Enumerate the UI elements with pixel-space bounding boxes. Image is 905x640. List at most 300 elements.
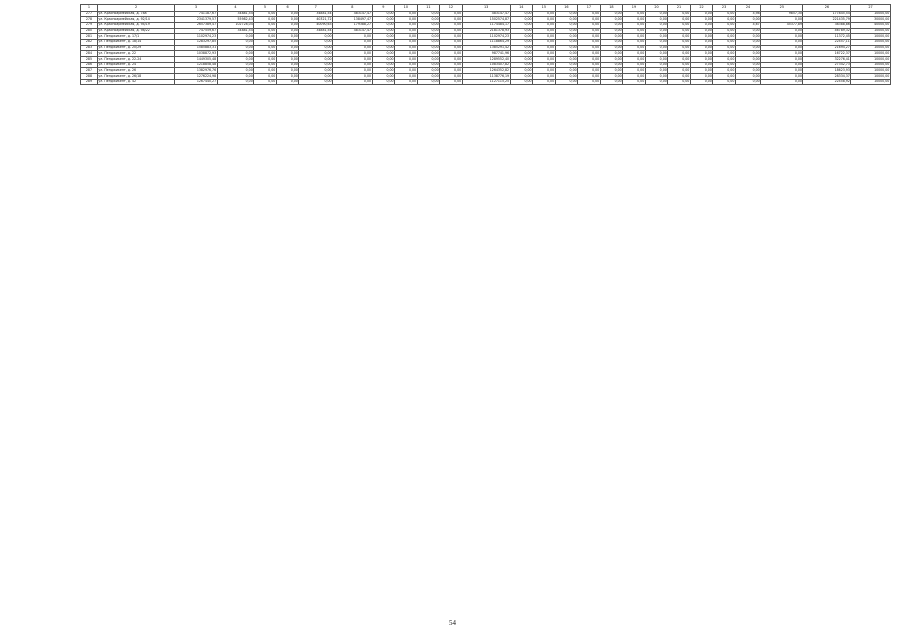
table-cell: 483147,47 xyxy=(462,11,510,17)
table-cell: 0,00 xyxy=(333,45,372,51)
column-header: 23 xyxy=(713,5,736,12)
table-cell: 0,00 xyxy=(440,28,463,34)
column-header: 9 xyxy=(372,5,395,12)
table-cell: 0,00 xyxy=(761,45,803,51)
table-cell: 1264352,82 xyxy=(462,68,510,74)
table-cell: 0,00 xyxy=(533,45,556,51)
address-cell: ул. Пенджикент, д. 26 xyxy=(97,68,174,74)
table-cell: 0,00 xyxy=(533,39,556,45)
column-header: 11 xyxy=(417,5,440,12)
table-cell: 0,00 xyxy=(440,68,463,74)
table-cell: 0,00 xyxy=(395,34,418,40)
table-cell: 0,00 xyxy=(533,11,556,17)
table-cell: 0,00 xyxy=(417,74,440,80)
table-cell: 0,00 xyxy=(555,11,578,17)
table-cell: 0,00 xyxy=(761,51,803,57)
table-cell: 10000,00 xyxy=(851,11,890,17)
table-cell: 0,00 xyxy=(533,57,556,63)
table-cell: 0,00 xyxy=(555,74,578,80)
table-cell: 0,00 xyxy=(713,68,736,74)
table-cell: 0,00 xyxy=(417,62,440,68)
table-cell: 0,00 xyxy=(761,74,803,80)
table-cell: 0,00 xyxy=(372,28,395,34)
table-cell: 0,00 xyxy=(713,51,736,57)
table-cell: 2181378,93 xyxy=(462,28,510,34)
table-cell: 0,00 xyxy=(372,11,395,17)
table-cell: 0,00 xyxy=(510,51,533,57)
table-cell: 1118864,29 xyxy=(462,39,510,45)
table-cell: 0,00 xyxy=(254,51,277,57)
table-cell: 0,00 xyxy=(761,62,803,68)
table-cell: 0,00 xyxy=(533,22,556,28)
table-cell: 0,00 xyxy=(372,68,395,74)
column-header: 6 xyxy=(276,5,299,12)
table-cell: 741187,67 xyxy=(175,11,217,17)
table-cell: 0,00 xyxy=(533,51,556,57)
table-cell: 0,00 xyxy=(668,51,691,57)
table-cell: 34881,54 xyxy=(217,28,254,34)
table-cell: 0,00 xyxy=(217,34,254,40)
table-cell: 0,00 xyxy=(600,68,623,74)
table-cell: 0,00 xyxy=(395,28,418,34)
page-number: 54 xyxy=(449,619,456,627)
table-cell: 0,00 xyxy=(510,68,533,74)
table-cell: 0,00 xyxy=(299,57,333,63)
table-cell: 0,00 xyxy=(668,62,691,68)
table-cell: 0,00 xyxy=(395,51,418,57)
table-cell: 1502574,87 xyxy=(462,17,510,23)
table-cell: 0,00 xyxy=(555,68,578,74)
table-cell: 0,00 xyxy=(623,68,646,74)
table-cell: 1276224,98 xyxy=(175,74,217,80)
table-cell: 38388,86 xyxy=(803,22,851,28)
table-cell: 0,00 xyxy=(578,57,601,63)
table-cell: 0,00 xyxy=(578,68,601,74)
table-cell: 0,00 xyxy=(333,68,372,74)
table-cell: 0,00 xyxy=(372,45,395,51)
address-cell: ул. Пенджикент, д. 24 xyxy=(97,62,174,68)
table-cell: 0,00 xyxy=(254,22,277,28)
table-cell: 279 xyxy=(81,22,98,28)
table-cell: 0,00 xyxy=(372,39,395,45)
table-cell: 483147,47 xyxy=(333,28,372,34)
table-cell: 55982,43 xyxy=(217,17,254,23)
address-cell: ул. Пенджикент, д. 20/29 xyxy=(97,45,174,51)
table-cell: 10000,00 xyxy=(851,45,890,51)
table-cell: 0,00 xyxy=(623,74,646,80)
table-cell: 0,00 xyxy=(510,74,533,80)
table-cell: 102728,04 xyxy=(217,22,254,28)
table-cell: 0,00 xyxy=(276,39,299,45)
table-cell: 0,00 xyxy=(372,22,395,28)
table-cell: 0,00 xyxy=(276,79,299,85)
table-cell: 0,00 xyxy=(713,22,736,28)
table-cell: 0,00 xyxy=(217,39,254,45)
table-cell: 0,00 xyxy=(372,74,395,80)
table-cell: 0,00 xyxy=(510,34,533,40)
table-cell: 0,00 xyxy=(299,79,333,85)
table-cell: 0,00 xyxy=(578,45,601,51)
table-cell: 0,00 xyxy=(276,74,299,80)
address-cell: ул. Красноармейская, д. 78а xyxy=(97,11,174,17)
table-cell: 0,00 xyxy=(510,39,533,45)
table-cell: 0,00 xyxy=(668,74,691,80)
table-cell: 0,00 xyxy=(440,22,463,28)
table-cell: 0,00 xyxy=(735,57,760,63)
column-header: 16 xyxy=(555,5,578,12)
column-header: 4 xyxy=(217,5,254,12)
table-cell: 0,00 xyxy=(510,28,533,34)
table-cell: 40090,63 xyxy=(299,22,333,28)
table-cell: 0,00 xyxy=(333,51,372,57)
table-cell: 0,00 xyxy=(735,28,760,34)
table-cell: 177845,54 xyxy=(803,11,851,17)
table-cell: 0,00 xyxy=(735,34,760,40)
table-cell: 30000,00 xyxy=(851,17,890,23)
table-cell: 0,00 xyxy=(578,62,601,68)
table-cell: 0,00 xyxy=(761,28,803,34)
table-cell: 0,00 xyxy=(735,17,760,23)
table-cell: 289 xyxy=(81,79,98,85)
table-cell: 0,00 xyxy=(690,17,713,23)
table-cell: 21694,27 xyxy=(803,45,851,51)
table-cell: 0,00 xyxy=(668,17,691,23)
table-cell: 0,00 xyxy=(372,51,395,57)
table-cell: 0,00 xyxy=(395,74,418,80)
table-cell: 0,00 xyxy=(395,62,418,68)
table-cell: 987741,96 xyxy=(462,51,510,57)
table-cell: 0,00 xyxy=(254,34,277,40)
table-cell: 10000,00 xyxy=(851,79,890,85)
table-cell: 284 xyxy=(81,51,98,57)
table-cell: 34881,54 xyxy=(299,28,333,34)
table-cell: 0,00 xyxy=(600,17,623,23)
table-cell: 0,00 xyxy=(395,57,418,63)
table-cell: 0,00 xyxy=(217,62,254,68)
data-table xyxy=(80,4,891,85)
table-cell: 45377,89 xyxy=(761,22,803,28)
table-cell: 0,00 xyxy=(645,68,668,74)
table-cell: 0,00 xyxy=(510,45,533,51)
table-cell: 0,00 xyxy=(372,57,395,63)
address-cell: ул. Красноармейская, д. 94/19 xyxy=(97,22,174,28)
table-cell: 179388,27 xyxy=(333,22,372,28)
table-cell: 0,00 xyxy=(735,79,760,85)
table-cell: 277 xyxy=(81,11,98,17)
table-cell: 0,00 xyxy=(395,79,418,85)
table-cell: 280 xyxy=(81,28,98,34)
column-header: 22 xyxy=(690,5,713,12)
table-cell: 32276,41 xyxy=(803,57,851,63)
table-cell: 0,00 xyxy=(713,11,736,17)
table-cell: 278 xyxy=(81,17,98,23)
table-cell: 0,00 xyxy=(623,57,646,63)
address-cell: ул. Пенджикент, д. 22 xyxy=(97,51,174,57)
table-cell: 0,00 xyxy=(333,74,372,80)
table-cell: 4,67 xyxy=(735,22,760,28)
column-header: 1 xyxy=(81,5,98,12)
address-cell: ул. Пенджикент, д. 17/1 xyxy=(97,34,174,40)
table-cell: 27342,73 xyxy=(803,62,851,68)
table-cell: 0,00 xyxy=(578,22,601,28)
table-cell: 0,00 xyxy=(713,62,736,68)
table-cell: 0,00 xyxy=(645,62,668,68)
table-cell: 0,00 xyxy=(668,34,691,40)
table-cell: 0,00 xyxy=(333,62,372,68)
table-cell: 0,00 xyxy=(440,17,463,23)
column-header: 17 xyxy=(578,5,601,12)
table-cell: 0,00 xyxy=(668,68,691,74)
table-cell: 221435,79 xyxy=(803,17,851,23)
table-cell: 0,00 xyxy=(533,74,556,80)
table-cell: 10000,00 xyxy=(851,51,890,57)
table-cell: 0,00 xyxy=(713,74,736,80)
table-cell: 0,00 xyxy=(276,57,299,63)
column-header: 18 xyxy=(600,5,623,12)
column-header: 26 xyxy=(803,5,851,12)
table-cell: 1289552,40 xyxy=(462,57,510,63)
table-cell: 16722,37 xyxy=(803,51,851,57)
table-cell: 0,00 xyxy=(217,79,254,85)
table-cell: 0,00 xyxy=(254,39,277,45)
column-header: 25 xyxy=(761,5,803,12)
table-cell: 0,00 xyxy=(690,34,713,40)
table-cell: 0,00 xyxy=(578,51,601,57)
table-cell: 0,00 xyxy=(299,68,333,74)
table-cell: 0,00 xyxy=(645,74,668,80)
column-header: 2 xyxy=(97,5,174,12)
table-cell: 0,00 xyxy=(623,39,646,45)
table-cell: 138497,47 xyxy=(333,17,372,23)
table-cell: 0,00 xyxy=(761,68,803,74)
table-cell: 9857,30 xyxy=(761,11,803,17)
table-cell: 0,00 xyxy=(440,45,463,51)
table-cell: 0,00 xyxy=(417,57,440,63)
table-cell: 0,00 xyxy=(735,68,760,74)
table-cell: 0,00 xyxy=(395,22,418,28)
table-cell: 1218858,48 xyxy=(175,62,217,68)
table-cell: 0,00 xyxy=(690,45,713,51)
table-cell: 0,00 xyxy=(276,17,299,23)
table-cell: 10000,00 xyxy=(851,28,890,34)
table-cell: 0,00 xyxy=(600,57,623,63)
table-cell: 1283297,85 xyxy=(175,39,217,45)
table-cell: 0,00 xyxy=(254,11,277,17)
table-cell: 0,00 xyxy=(761,17,803,23)
table-cell: 0,00 xyxy=(645,51,668,57)
table-cell: 0,00 xyxy=(735,51,760,57)
column-header: 7 xyxy=(299,5,333,12)
table-cell: 1385291,42 xyxy=(462,45,510,51)
table-cell: 0,00 xyxy=(440,11,463,17)
table-cell: 0,00 xyxy=(417,22,440,28)
table-cell: 0,00 xyxy=(372,34,395,40)
table-cell: 0,00 xyxy=(690,62,713,68)
column-header: 20 xyxy=(645,5,668,12)
table-cell: 0,00 xyxy=(254,74,277,80)
table-cell: 0,00 xyxy=(217,68,254,74)
table-cell: 0,00 xyxy=(276,11,299,17)
table-cell: 0,00 xyxy=(254,17,277,23)
table-cell: 0,00 xyxy=(600,79,623,85)
table-cell: 1127115,25 xyxy=(462,79,510,85)
table-cell: 0,00 xyxy=(600,34,623,40)
table-cell: 1585883,31 xyxy=(175,45,217,51)
table-cell: 0,00 xyxy=(395,39,418,45)
table-cell: 0,00 xyxy=(417,39,440,45)
table-cell: 0,00 xyxy=(645,22,668,28)
table-cell: 0,00 xyxy=(555,57,578,63)
table-cell: 0,00 xyxy=(713,34,736,40)
table-cell: 0,00 xyxy=(417,17,440,23)
table-cell: 0,00 xyxy=(417,34,440,40)
table-cell: 0,00 xyxy=(440,62,463,68)
table-cell: 0,00 xyxy=(668,22,691,28)
table-cell: 0,00 xyxy=(299,74,333,80)
table-cell: 1138776,19 xyxy=(462,74,510,80)
column-header: 21 xyxy=(668,5,691,12)
table-cell: 0,00 xyxy=(254,57,277,63)
table-cell: 1083407,82 xyxy=(462,62,510,68)
table-cell: 10000,00 xyxy=(851,68,890,74)
column-header: 13 xyxy=(462,5,510,12)
table-cell: 0,00 xyxy=(555,45,578,51)
table-cell: 0,00 xyxy=(555,28,578,34)
table-cell: 0,00 xyxy=(623,79,646,85)
table-cell: 0,00 xyxy=(217,57,254,63)
table-cell: 747559,67 xyxy=(175,28,217,34)
table-row xyxy=(81,79,891,85)
table-cell: 0,00 xyxy=(690,11,713,17)
table-cell: 1102974,23 xyxy=(175,34,217,40)
table-cell: 0,00 xyxy=(713,45,736,51)
table-cell: 0,00 xyxy=(761,57,803,63)
table-cell: 1267440,27 xyxy=(175,79,217,85)
table-cell: 0,00 xyxy=(713,79,736,85)
table-cell: 0,00 xyxy=(299,39,333,45)
table-cell: 0,00 xyxy=(668,57,691,63)
table-cell: 286 xyxy=(81,62,98,68)
table-cell: 288 xyxy=(81,74,98,80)
table-cell: 0,00 xyxy=(440,34,463,40)
table-cell: 0,00 xyxy=(623,22,646,28)
table-cell: 0,00 xyxy=(600,62,623,68)
table-cell: 0,00 xyxy=(690,28,713,34)
table-cell: 283 xyxy=(81,45,98,51)
table-cell: 0,00 xyxy=(645,45,668,51)
table-cell: 0,00 xyxy=(578,39,601,45)
table-cell: 0,00 xyxy=(372,62,395,68)
table-cell: 0,00 xyxy=(276,62,299,68)
column-header: 15 xyxy=(533,5,556,12)
table-cell: 0,00 xyxy=(299,62,333,68)
table-cell: 0,00 xyxy=(578,11,601,17)
table-cell: 0,00 xyxy=(690,79,713,85)
table-cell: 0,00 xyxy=(761,34,803,40)
table-cell: 0,00 xyxy=(395,45,418,51)
table-cell: 1102974,23 xyxy=(462,34,510,40)
table-cell: 0,00 xyxy=(510,22,533,28)
table-cell: 0,00 xyxy=(276,68,299,74)
table-cell: 281 xyxy=(81,34,98,40)
address-cell: ул. Красноармейская, д. 98/22 xyxy=(97,28,174,34)
table-cell: 0,00 xyxy=(533,62,556,68)
address-cell: ул. Пенджикент, д. 22-24 xyxy=(97,57,174,63)
table-cell: 0,00 xyxy=(645,17,668,23)
table-cell: 0,00 xyxy=(761,79,803,85)
table-cell: 0,00 xyxy=(555,39,578,45)
table-cell: 0,00 xyxy=(276,51,299,57)
table-cell: 2341379,57 xyxy=(175,17,217,23)
table-cell: 40000,00 xyxy=(851,22,890,28)
table-cell: 10000,00 xyxy=(851,34,890,40)
table-cell: 0,00 xyxy=(254,68,277,74)
table-cell: 0,00 xyxy=(299,51,333,57)
table-cell: 0,00 xyxy=(276,45,299,51)
table-cell: 0,00 xyxy=(645,28,668,34)
table-cell: 0,00 xyxy=(372,79,395,85)
table-cell: 0,00 xyxy=(600,39,623,45)
table-cell: 0,00 xyxy=(254,28,277,34)
table-cell: 0,00 xyxy=(276,22,299,28)
table-cell: 0,00 xyxy=(668,79,691,85)
table-cell: 0,00 xyxy=(395,11,418,17)
table-cell: 0,00 xyxy=(333,79,372,85)
table-cell: 0,00 xyxy=(600,28,623,34)
column-header: 10 xyxy=(395,5,418,12)
table-cell: 0,00 xyxy=(417,79,440,85)
table-cell: 0,00 xyxy=(417,68,440,74)
table-cell: 282 xyxy=(81,39,98,45)
table-cell: 0,00 xyxy=(555,17,578,23)
table-cell: 10000,00 xyxy=(851,74,890,80)
table-cell: 10000,00 xyxy=(851,39,890,45)
table-cell: 0,00 xyxy=(645,34,668,40)
table-cell: 22458,92 xyxy=(803,79,851,85)
table-cell: 0,00 xyxy=(533,79,556,85)
table-cell: 0,00 xyxy=(600,22,623,28)
table-cell: 0,00 xyxy=(333,39,372,45)
table-cell: 0,00 xyxy=(417,11,440,17)
table-cell: 28334,37 xyxy=(803,74,851,80)
table-cell: 0,00 xyxy=(440,51,463,57)
table-cell: 0,00 xyxy=(600,45,623,51)
table-cell: 0,00 xyxy=(417,28,440,34)
table-cell: 0,00 xyxy=(276,34,299,40)
table-cell: 483147,47 xyxy=(333,11,372,17)
table-cell: 34881,54 xyxy=(217,11,254,17)
table-cell: 0,00 xyxy=(533,28,556,34)
table-cell: 0,00 xyxy=(645,79,668,85)
table-cell: 1382976,76 xyxy=(175,68,217,74)
table-cell: 0,00 xyxy=(690,22,713,28)
table-cell: 0,00 xyxy=(713,39,736,45)
table-cell: 0,00 xyxy=(623,17,646,23)
table-cell: 46789,32 xyxy=(803,28,851,34)
table-cell: 0,00 xyxy=(555,51,578,57)
table-cell: 0,00 xyxy=(645,57,668,63)
table-cell: 0,00 xyxy=(510,62,533,68)
table-cell: 0,00 xyxy=(417,45,440,51)
table-cell: 0,00 xyxy=(440,74,463,80)
table-cell: 10000,00 xyxy=(851,57,890,63)
table-cell: 0,00 xyxy=(299,45,333,51)
table-cell: 0,00 xyxy=(578,34,601,40)
table-cell: 0,00 xyxy=(555,22,578,28)
table-cell: 0,00 xyxy=(254,79,277,85)
table-cell: 10000,00 xyxy=(851,62,890,68)
table-cell: 0,00 xyxy=(735,45,760,51)
